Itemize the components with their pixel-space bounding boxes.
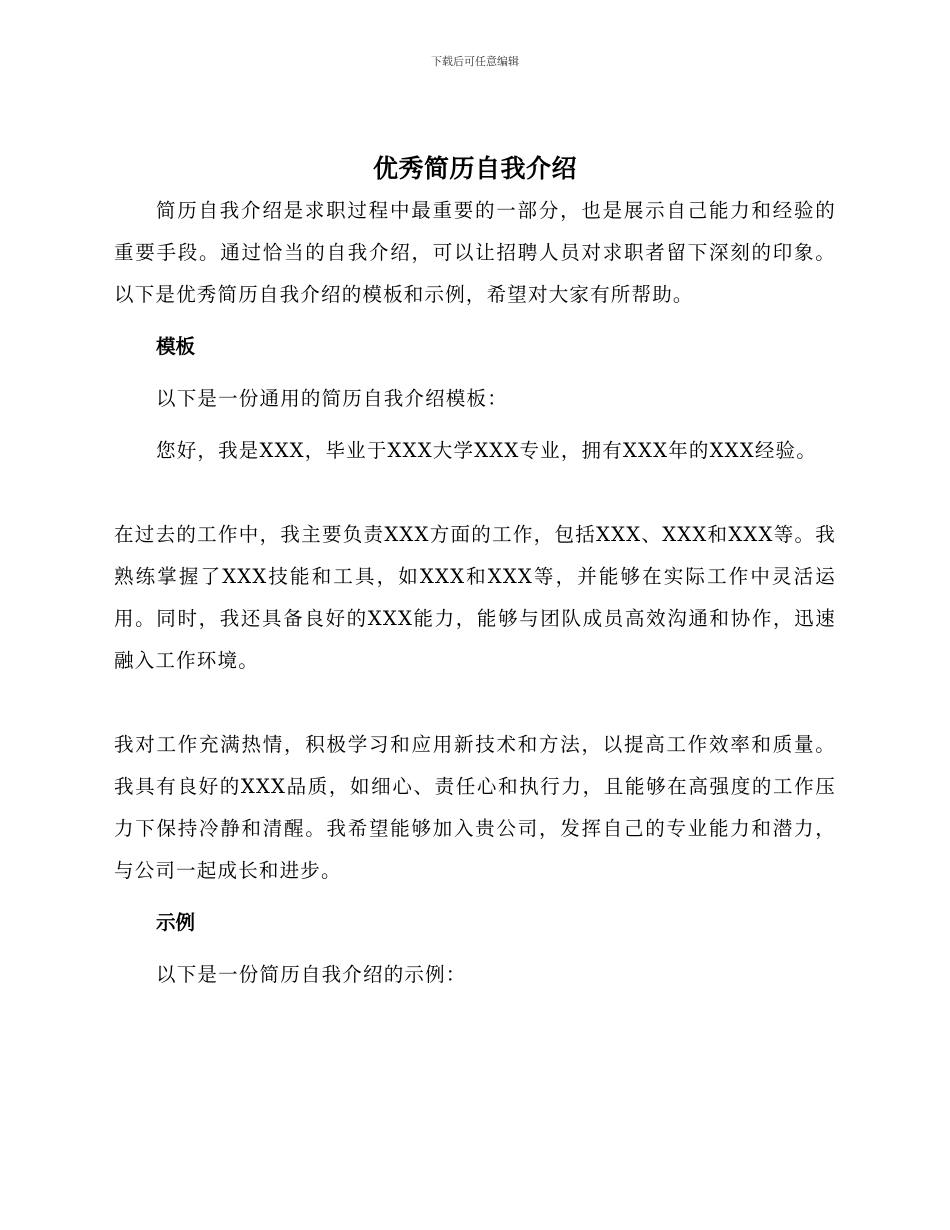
example-lead: 以下是一份简历自我介绍的示例：: [156, 963, 467, 986]
section-heading-template: 模板: [156, 335, 196, 358]
template-paragraph-2: 在过去的工作中，我主要负责XXX方面的工作，包括XXX、XXX和XXX等。我熟练掌握了XXX技能和工具，如XXX和XXX等，并能够在实际工作中灵活运用。同时，我还具备良好的XXX能力，能够与团队成员高效沟通和协作，迅速融入工作环境。: [114, 523, 836, 672]
template-paragraph-3: 我对工作充满热情，积极学习和应用新技术和方法，以提高工作效率和质量。我具有良好的XXX品质，如细心、责任心和执行力，且能够在高强度的工作压力下保持冷静和清醒。我希望能够加入贵公司，发挥自己的专业能力和潜力，与公司一起成长和进步。: [114, 733, 836, 882]
header-note: 下载后可任意编辑: [431, 55, 519, 68]
document-title: 优秀简历自我介绍: [372, 154, 577, 183]
intro-paragraph: 简历自我介绍是求职过程中最重要的一部分，也是展示自己能力和经验的重要手段。通过恰当的自我介绍，可以让招聘人员对求职者留下深刻的印象。以下是优秀简历自我介绍的模板和示例，希望对大家有所帮助。: [114, 199, 836, 306]
document-body: [114, 190, 836, 996]
section-heading-example: 示例: [156, 911, 196, 934]
template-paragraph-1: 您好，我是XXX，毕业于XXX大学XXX专业，拥有XXX年的XXX经验。: [156, 439, 817, 462]
template-lead: 以下是一份通用的简历自我介绍模板：: [156, 387, 508, 410]
